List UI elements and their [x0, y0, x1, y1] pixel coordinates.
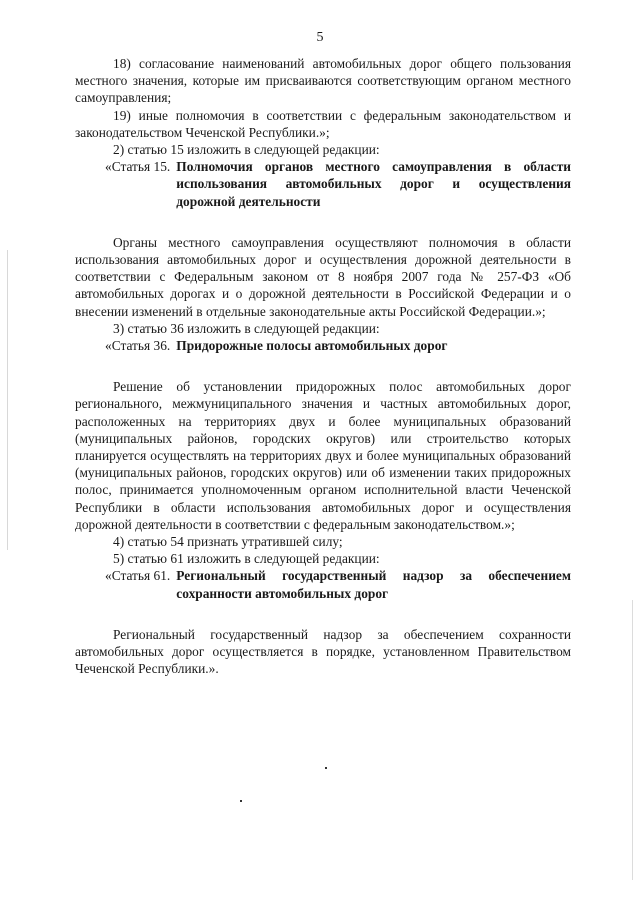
paragraph-amend-3: 3) статью 36 изложить в следующей редакции: [113, 320, 380, 336]
scan-edge-left [7, 250, 8, 550]
article-15-title: Полномочия органов местного самоуправления в области использования автомобильных дорог и осуществления дорожной деятельности [176, 159, 571, 209]
article-15-heading [105, 158, 571, 210]
article-36-title: Придорожные полосы автомобильных дорог [176, 338, 448, 354]
article-15-body: Органы местного самоуправления осуществляют полномочия в области использования автомобильных дорог и осуществления дорожной деятельности в соответствии с Федеральным законом от 8 ноября 2007 года № 257-ФЗ «Об автомобильных дорогах и о дорожной деятельности в Российской Федерации и о внесении изменений в отдельные законодательные акты Российской Федерации.»; [75, 234, 571, 319]
paragraph-amend-4: 4) статью 54 признать утратившей силу; [113, 534, 343, 550]
document-body [75, 55, 571, 678]
paragraph-amend-5: 5) статью 61 изложить в следующей редакции: [113, 551, 380, 567]
article-36-heading [105, 337, 571, 354]
article-36-body: Решение об установлении придорожных полос автомобильных дорог регионального, межмуниципального значения и частных автомобильных дорог, расположенных на территориях двух и более муниципальных образований (муниципальных районов, городских округов) или строительство которых планируется осуществлять на территориях двух и более муниципальных образований (муниципальных районов, городских округов) или об изменении таких придорожных полос, принимается уполномоченным органом исполнительной власти Чеченской Республики в области использования автомобильных дорог и осуществления дорожной деятельности в соответствии с федеральным законодательством.»; [75, 379, 571, 532]
article-61-body: Региональный государственный надзор за обеспечением сохранности автомобильных дорог осуществляется в порядке, установленном Правительством Чеченской Республики.». [75, 626, 571, 677]
article-61-heading [105, 567, 571, 601]
article-61-label: «Статья 61. [105, 568, 171, 584]
article-15-label: «Статья 15. [105, 159, 171, 175]
scan-edge-right [632, 600, 633, 880]
scan-speck [240, 800, 242, 802]
page-number: 5 [316, 30, 324, 45]
scan-speck [325, 767, 327, 769]
article-36-label: «Статья 36. [105, 338, 171, 354]
paragraph-item-19: 19) иные полномочия в соответствии с федеральным законодательством и законодательством Чеченской Республики.»; [75, 107, 571, 140]
paragraph-item-18: 18) согласование наименований автомобильных дорог общего пользования местного значения, которые им присваиваются соответствующим органом местного самоуправления; [75, 56, 571, 106]
article-61-title: Региональный государственный надзор за обеспечением сохранности автомобильных дорог [176, 568, 571, 601]
paragraph-amend-2: 2) статью 15 изложить в следующей редакции: [113, 142, 380, 158]
